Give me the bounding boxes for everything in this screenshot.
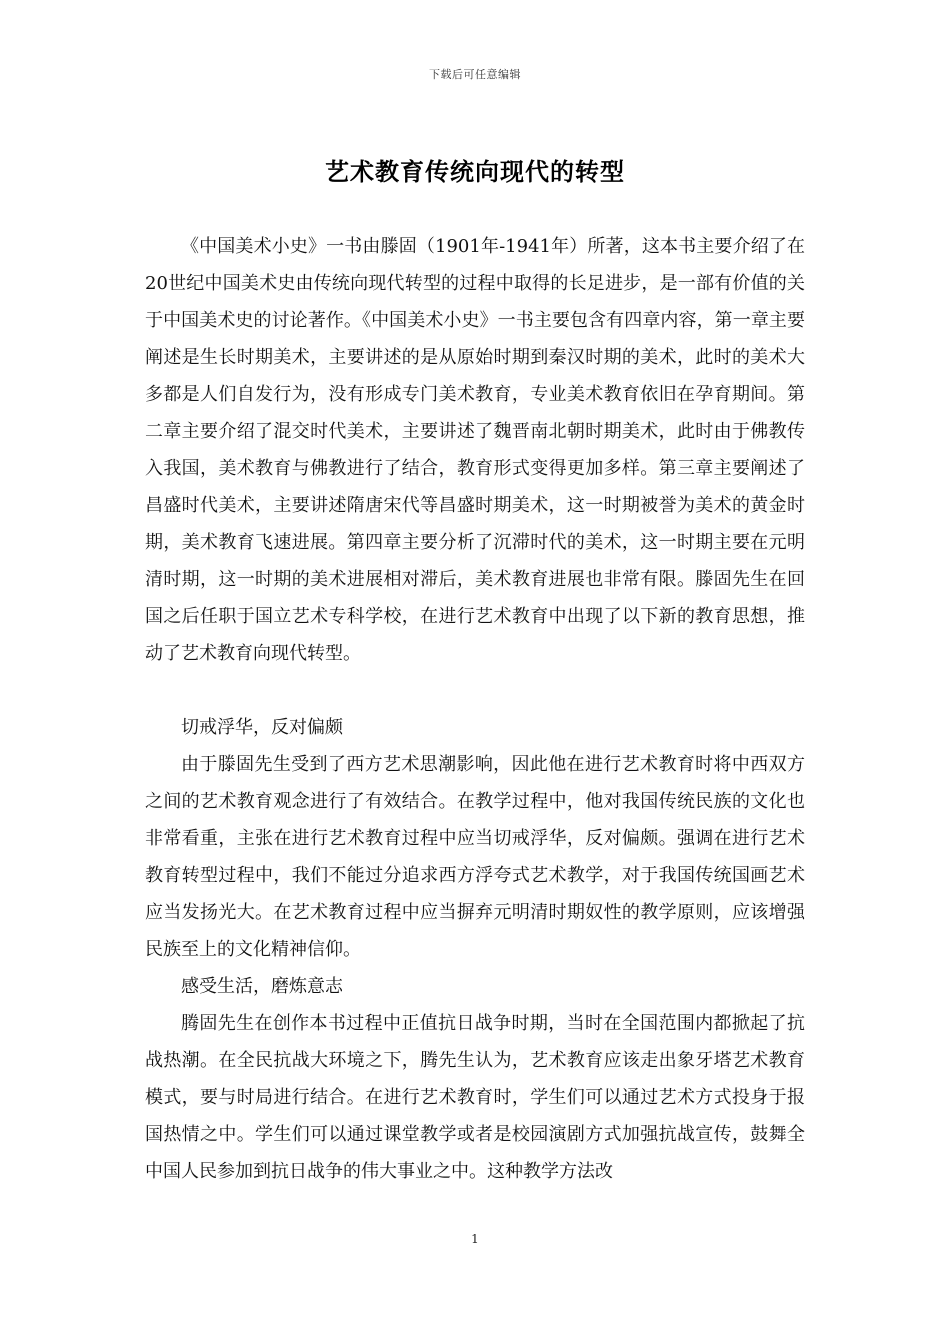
page-header: 下载后可任意编辑	[429, 68, 521, 81]
section-paragraph-2: 腾固先生在创作本书过程中正值抗日战争时期，当时在全国范围内都掀起了抗战热潮。在全民抗战大环境之下，腾先生认为，艺术教育应该走出象牙塔艺术教育模式，要与时局进行结合。在进行艺术教育时，学生们可以通过艺术方式投身于报国热情之中。学生们可以通过课堂教学或者是校园演剧方式加强抗战宣传，鼓舞全中国人民参加到抗日战争的伟大事业之中。这种教学方法改	[145, 1013, 805, 1182]
paragraph-gap	[145, 672, 805, 709]
page-number: 1	[471, 1232, 479, 1246]
section-heading-1: 切戒浮华，反对偏颇	[181, 717, 343, 738]
document-title: 艺术教育传统向现代的转型	[325, 158, 625, 186]
intro-paragraph: 《中国美术小史》一书由滕固（1901年-1941年）所著，这本书主要介绍了在20世纪中国美术史由传统向现代转型的过程中取得的长足进步，是一部有价值的关于中国美术史的讨论著作。《中国美术小史》一书主要包含有四章内容，第一章主要阐述是生长时期美术，主要讲述的是从原始时期到秦汉时期的美术，此时的美术大多都是人们自发行为，没有形成专门美术教育，专业美术教育依旧在孕育期间。第二章主要介绍了混交时代美术，主要讲述了魏晋南北朝时期美术，此时由于佛教传入我国，美术教育与佛教进行了结合，教育形式变得更加多样。第三章主要阐述了昌盛时代美术，主要讲述隋唐宋代等昌盛时期美术，这一时期被誉为美术的黄金时期，美术教育飞速进展。第四章主要分析了沉滞时代的美术，这一时期主要在元明清时期，这一时期的美术进展相对滞后，美术教育进展也非常有限。滕固先生在回国之后任职于国立艺术专科学校，在进行艺术教育中出现了以下新的教育思想，推动了艺术教育向现代转型。	[145, 236, 805, 664]
section-paragraph-1: 由于滕固先生受到了西方艺术思潮影响，因此他在进行艺术教育时将中西双方之间的艺术教育观念进行了有效结合。在教学过程中，他对我国传统民族的文化也非常看重，主张在进行艺术教育过程中应当切戒浮华，反对偏颇。强调在进行艺术教育转型过程中，我们不能过分追求西方浮夸式艺术教学，对于我国传统国画艺术应当发扬光大。在艺术教育过程中应当摒弃元明清时期奴性的教学原则，应该增强民族至上的文化精神信仰。	[145, 754, 805, 960]
document-body	[145, 228, 805, 1190]
section-heading-2: 感受生活，磨炼意志	[181, 976, 343, 997]
